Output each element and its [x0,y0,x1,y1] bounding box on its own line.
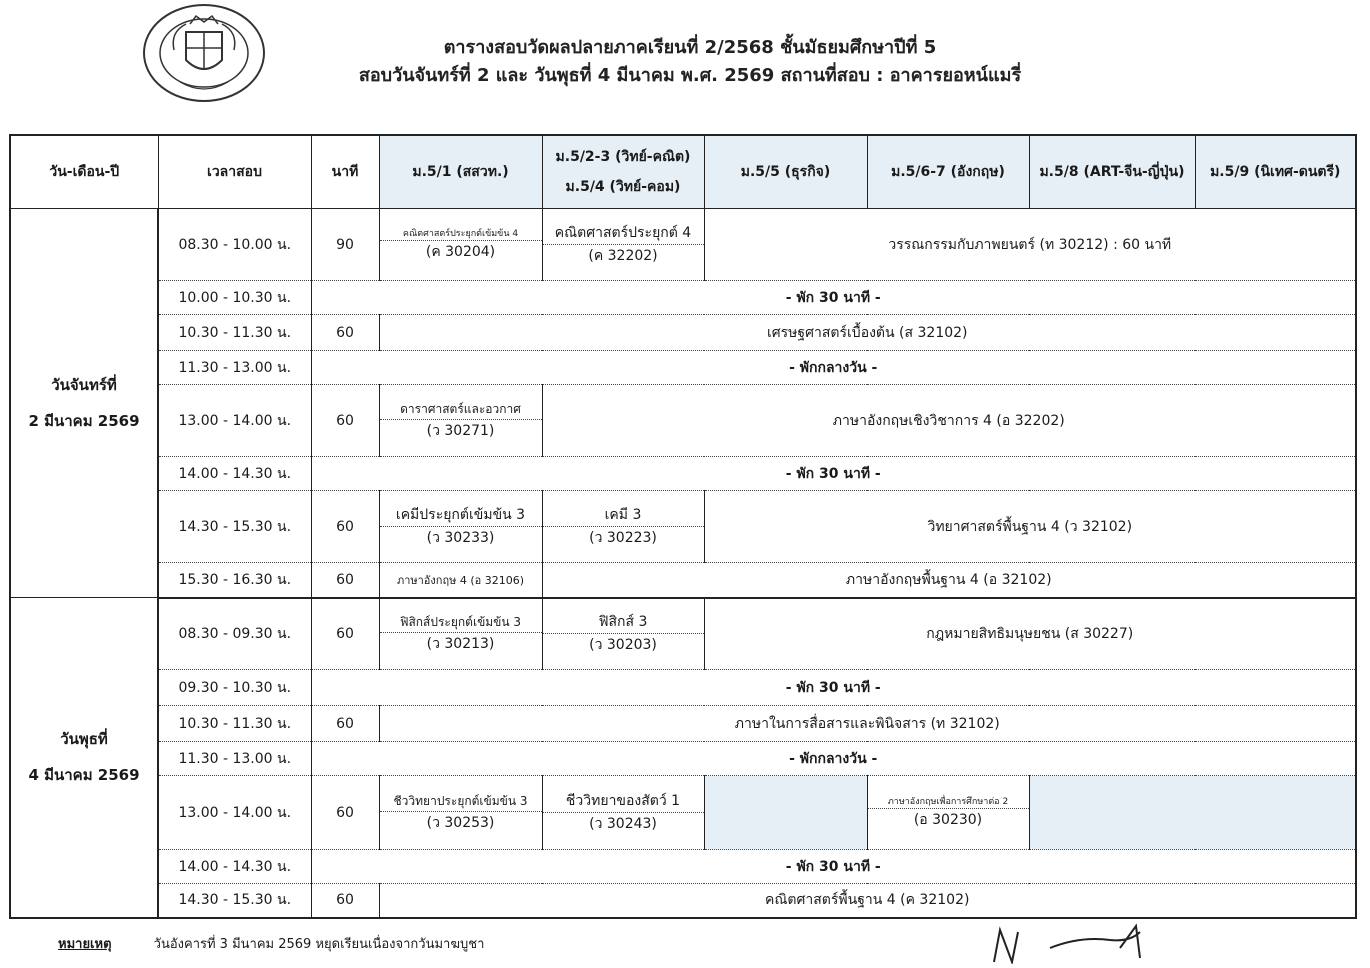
subject-code: (ว 30253) [426,814,495,831]
break-label: - พัก 30 นาที - [311,281,1356,315]
col-m58: ม.5/8 (ART-จีน-ญี่ปุ่น) [1029,135,1195,209]
exam-time: 15.30 - 16.30 น. [158,563,311,598]
exam-time: 10.00 - 10.30 น. [158,281,311,315]
subject-code: (ค 32202) [588,248,658,264]
subject-cell [542,491,704,563]
col-m56-7: ม.5/6-7 (อังกฤษ) [867,135,1029,209]
exam-minutes: 60 [311,598,379,670]
subject-cell-wide: ภาษาอังกฤษพื้นฐาน 4 (อ 32102) [542,563,1356,598]
subject-cell [379,776,542,850]
table-row [10,563,1356,598]
subject-cell [542,598,704,670]
table-row [10,598,1356,670]
day-name: วันจันทร์ที่ [51,376,117,394]
day-date: 2 มีนาคม 2569 [28,412,140,430]
subject-name: ชีววิทยาของสัตว์ 1 [543,790,704,813]
subject-cell-wide: ภาษาในการสื่อสารและพินิจสาร (ท 32102) [379,706,1356,742]
subject-name: เคมี 3 [543,504,704,527]
col-time: เวลาสอบ [158,135,311,209]
title-line-2: สอบวันจันทร์ที่ 2 และ วันพุธที่ 4 มีนาคม พ.ศ. 2569 สถานที่สอบ : อาคารยอหน์แมรี่ [358,65,1022,86]
exam-time: 10.30 - 11.30 น. [158,706,311,742]
exam-minutes: 60 [311,884,379,918]
table-row [10,281,1356,315]
subject-name: ดาราศาสตร์และอวกาศ [380,400,542,420]
col-m51: ม.5/1 (สสวท.) [379,135,542,209]
subject-code: (ว 30223) [589,530,657,546]
exam-minutes: 90 [311,209,379,281]
break-label: - พัก 30 นาที - [311,850,1356,884]
exam-time: 11.30 - 13.00 น. [158,351,311,385]
subject-cell [542,776,704,850]
exam-time: 13.00 - 14.00 น. [158,776,311,850]
signature [990,918,1170,964]
subject-name: ฟิสิกส์ 3 [543,611,704,634]
col-m52-3: ม.5/2-3 (วิทย์-คณิต) [555,149,691,165]
subject-code: (ว 30271) [426,422,495,439]
table-row [10,742,1356,776]
break-label: - พักกลางวัน - [311,351,1356,385]
page-title [290,34,1090,90]
subject-name: ชีววิทยาประยุกต์เข้มข้น 3 [380,792,542,812]
col-m52-4 [542,135,704,209]
table-row [10,315,1356,351]
subject-name: คณิตศาสตร์ประยุกต์เข้มข้น 4 [380,226,542,241]
exam-time: 14.00 - 14.30 น. [158,850,311,884]
subject-cell: ภาษาอังกฤษ 4 (อ 32106) [379,563,542,598]
table-row [10,850,1356,884]
col-m59: ม.5/9 (นิเทศ-ดนตรี) [1195,135,1356,209]
day-name: วันพุธที่ [60,730,108,749]
col-m54: ม.5/4 (วิทย์-คอม) [565,179,681,195]
table-row [10,491,1356,563]
exam-time: 14.30 - 15.30 น. [158,884,311,918]
exam-minutes: 60 [311,776,379,850]
exam-time: 09.30 - 10.30 น. [158,670,311,706]
subject-code: (ว 30203) [589,637,657,654]
subject-name: ฟิสิกส์ประยุกต์เข้มข้น 3 [380,613,542,633]
subject-cell [542,209,704,281]
subject-cell [379,491,542,563]
subject-code: (ค 30204) [425,244,496,260]
day-cell-monday [10,209,158,598]
exam-minutes: 60 [311,385,379,457]
subject-cell-wide: วรรณกรรมกับภาพยนตร์ (ท 30212) : 60 นาที [704,209,1356,281]
exam-time: 08.30 - 10.00 น. [158,209,311,281]
subject-name: คณิตศาสตร์ประยุกต์ 4 [543,222,704,245]
table-row [10,351,1356,385]
empty-slot [704,776,867,850]
subject-cell [379,385,542,457]
header-row [10,135,1356,209]
exam-minutes: 60 [311,706,379,742]
subject-code: (ว 30233) [426,530,495,546]
col-minutes: นาที [311,135,379,209]
exam-time: 13.00 - 14.00 น. [158,385,311,457]
table-row [10,884,1356,918]
exam-time: 08.30 - 09.30 น. [158,598,311,670]
subject-code: (ว 30243) [589,816,657,832]
table-row [10,706,1356,742]
table-row [10,385,1356,457]
exam-time: 10.30 - 11.30 น. [158,315,311,351]
day-date: 4 มีนาคม 2569 [28,766,140,785]
table-row [10,457,1356,491]
subject-cell [379,209,542,281]
empty-slot [1029,776,1356,850]
exam-minutes: 60 [311,315,379,351]
subject-code: (อ 30230) [913,812,983,828]
subject-cell [379,598,542,670]
note-label: หมายเหตุ [58,937,112,952]
exam-minutes: 60 [311,491,379,563]
exam-time: 14.30 - 15.30 น. [158,491,311,563]
day-cell-wednesday [10,598,158,918]
subject-cell-wide: กฎหมายสิทธิมนุษยชน (ส 30227) [704,598,1356,670]
subject-cell-wide: วิทยาศาสตร์พื้นฐาน 4 (ว 32102) [704,491,1356,563]
table-row [10,776,1356,850]
col-date: วัน-เดือน-ปี [10,135,158,209]
exam-time: 14.00 - 14.30 น. [158,457,311,491]
subject-code: (ว 30213) [426,635,495,652]
subject-cell-wide: คณิตศาสตร์พื้นฐาน 4 (ค 32102) [765,892,970,909]
table-row [10,209,1356,281]
exam-schedule-table [9,134,1357,919]
subject-name: ภาษาอังกฤษเพื่อการศึกษาต่อ 2 [868,794,1029,809]
subject-name: เคมีประยุกต์เข้มข้น 3 [380,504,542,527]
subject-cell-wide: เศรษฐศาสตร์เบื้องต้น (ส 32102) [379,315,1356,351]
subject-cell [867,776,1029,850]
table-row [10,670,1356,706]
exam-time: 11.30 - 13.00 น. [158,742,311,776]
col-m55: ม.5/5 (ธุรกิจ) [704,135,867,209]
exam-minutes: 60 [311,563,379,598]
footer-note [58,933,484,954]
break-label: - พักกลางวัน - [311,742,1356,776]
school-seal-logo [140,2,268,104]
break-label: - พัก 30 นาที - [311,670,1356,706]
break-label: - พัก 30 นาที - [311,457,1356,491]
title-line-1: ตารางสอบวัดผลปลายภาคเรียนที่ 2/2568 ชั้นมัธยมศึกษาปีที่ 5 [443,37,937,58]
note-text: วันอังคารที่ 3 มีนาคม 2569 หยุดเรียนเนื่องจากวันมาฆบูชา [153,937,485,952]
subject-cell-wide: ภาษาอังกฤษเชิงวิชาการ 4 (อ 32202) [542,385,1356,457]
